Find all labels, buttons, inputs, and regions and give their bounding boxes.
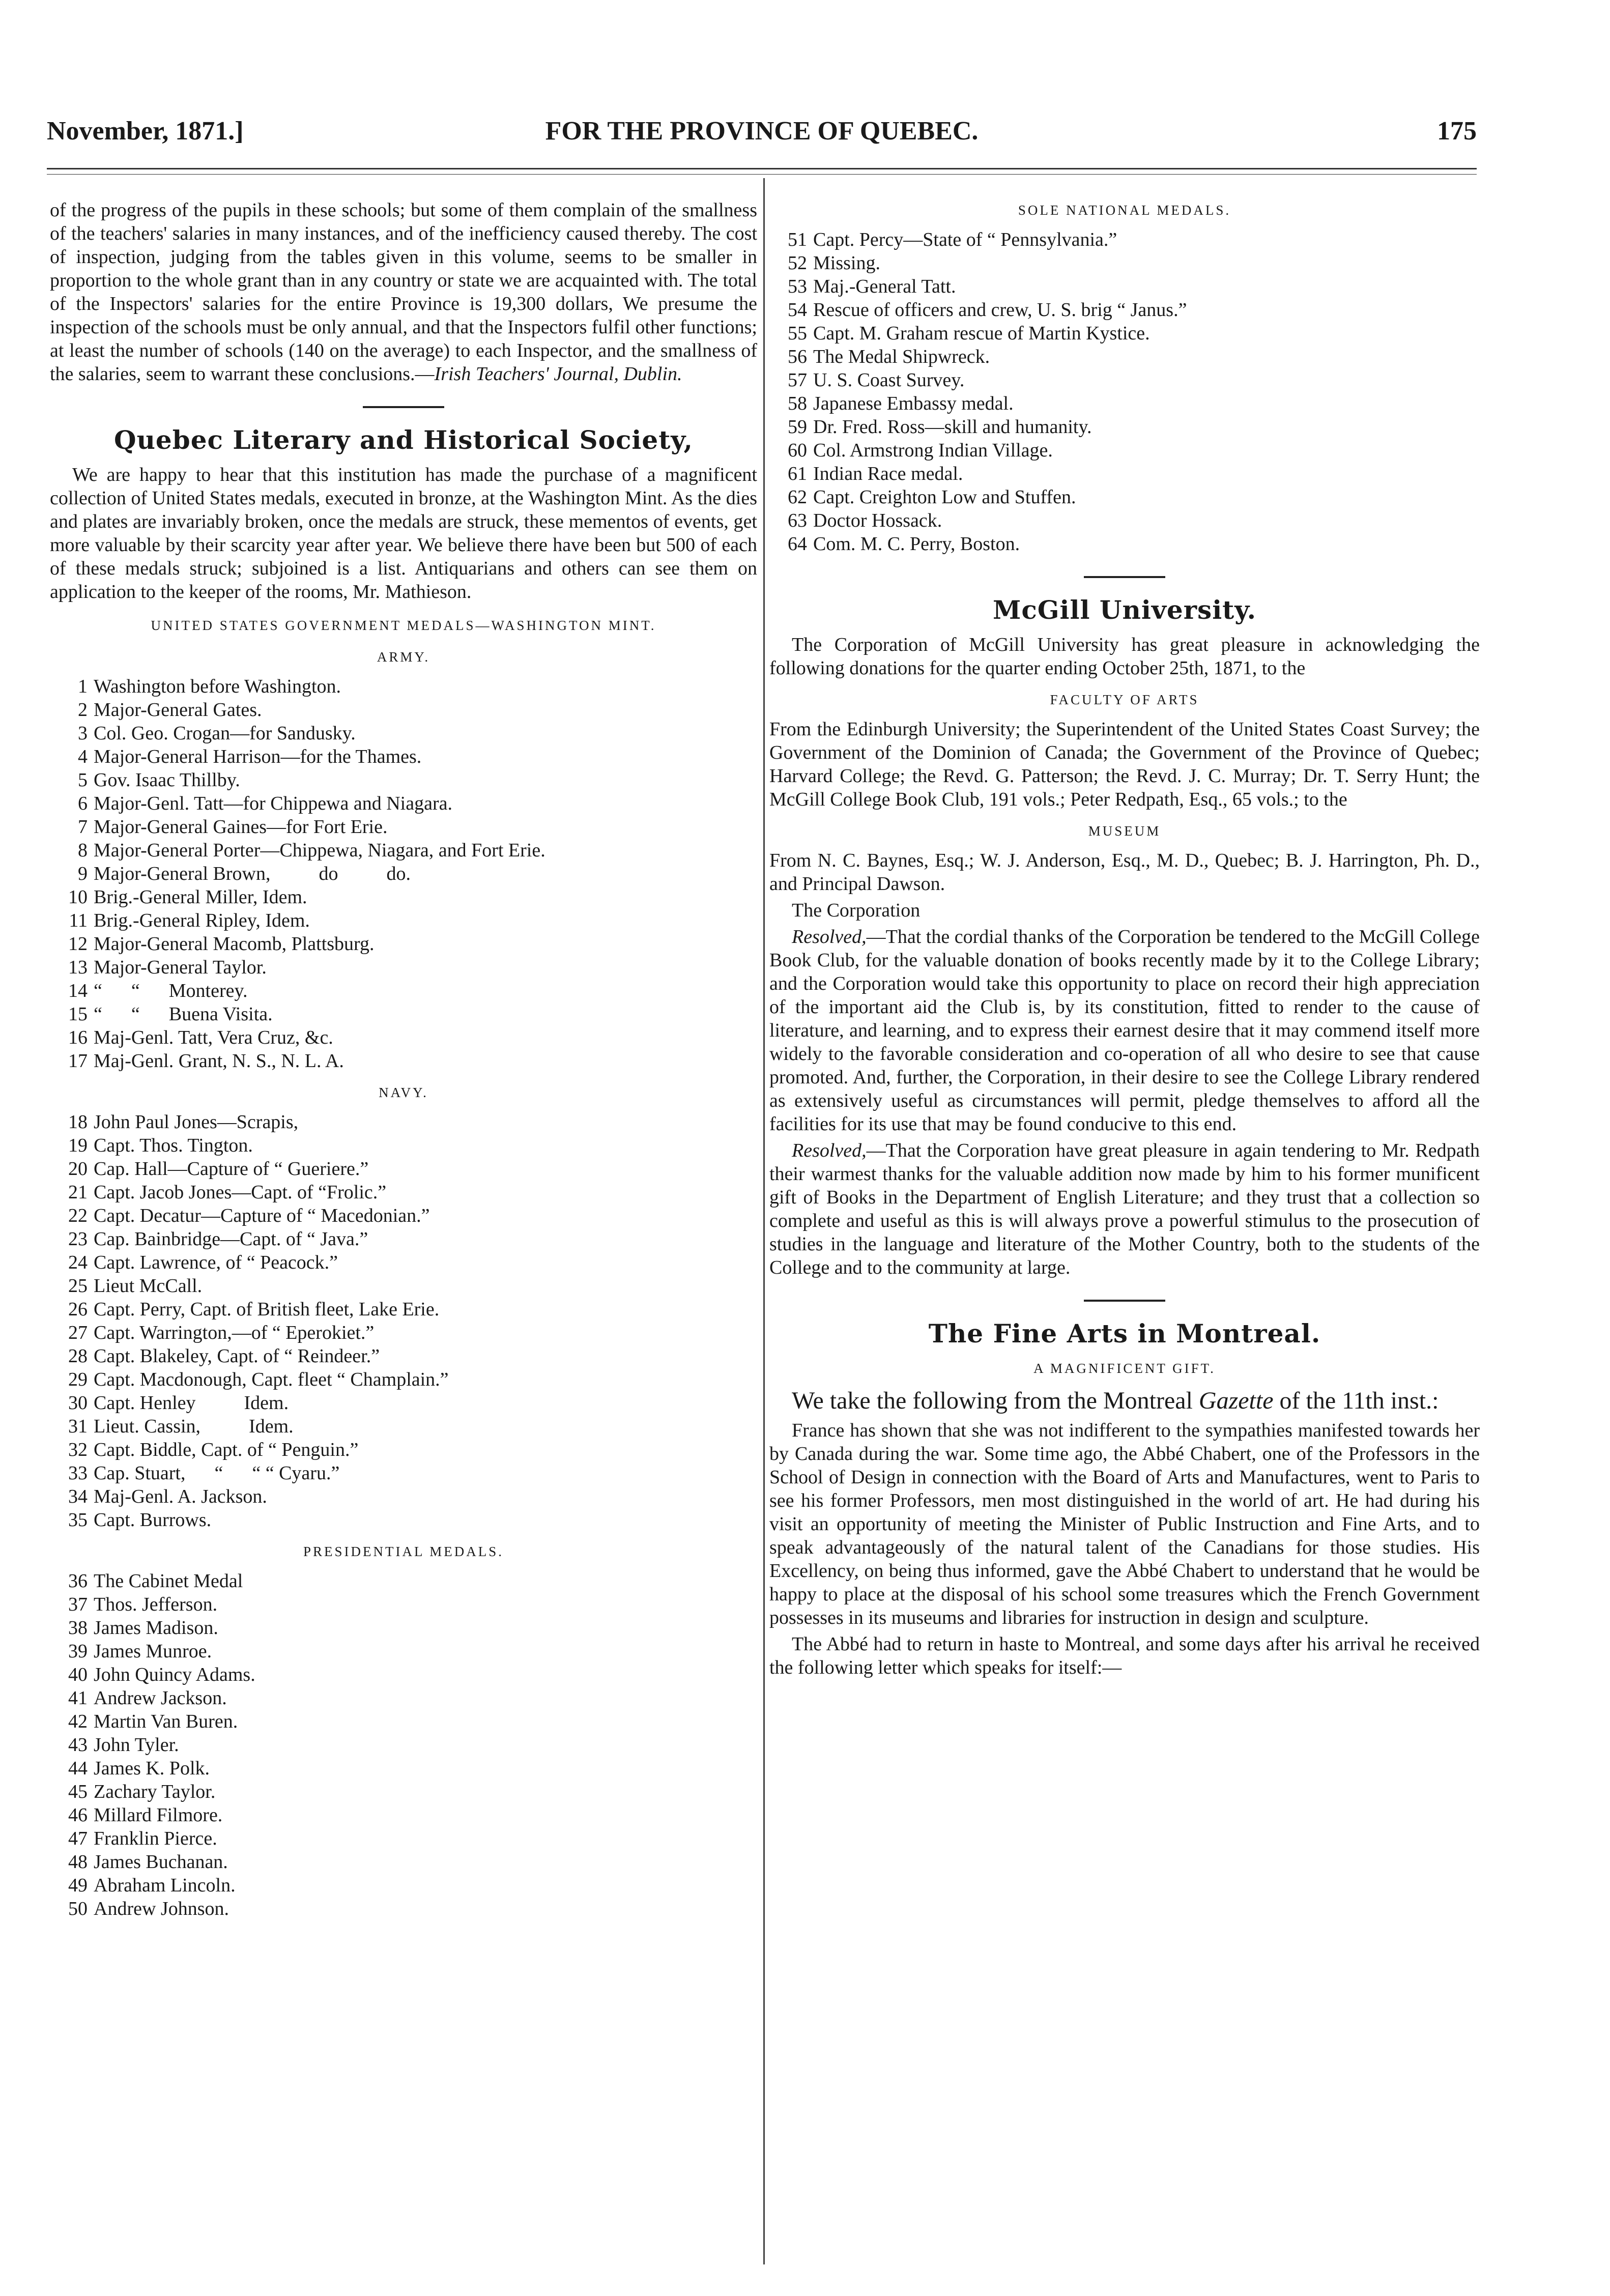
medal-list-item [50,815,757,839]
medal-name: Capt. Decatur—Capture of “ Macedonian.” [94,1205,430,1226]
medal-name: Lieut. Cassin, Idem. [94,1416,294,1437]
medal-number: 3 [78,723,88,744]
medal-list-item [50,956,757,979]
medal-number: 56 [788,346,807,367]
medal-number: 37 [68,1594,88,1615]
medal-name: Capt. Thos. Tington. [94,1135,253,1156]
medal-number: 17 [68,1050,88,1072]
medal-number: 29 [68,1369,88,1390]
medal-number: 15 [68,1003,88,1025]
medal-number: 1 [78,676,88,697]
medal-list-item [50,909,757,932]
navy-heading: NAVY. [379,1085,428,1100]
medal-list-item [50,1485,757,1508]
presidential-heading: PRESIDENTIAL MEDALS. [303,1544,504,1559]
medal-number: 21 [68,1182,88,1203]
medal-number: 22 [68,1205,88,1226]
medal-number: 64 [788,533,807,555]
medal-list-item [50,1251,757,1274]
medal-list-item [50,1181,757,1204]
corporation-line: The Corporation [792,900,921,921]
presidential-medal-list [50,1569,757,1920]
medal-list-item [769,462,1480,485]
medal-name: John Tyler. [94,1734,179,1756]
medal-list-item [50,1897,757,1920]
medal-name: Major-Genl. Tatt—for Chippewa and Niagara. [94,793,452,814]
medal-number: 48 [68,1851,88,1873]
museum-heading: MUSEUM [1088,823,1161,839]
medal-name: Maj.-General Tatt. [813,276,956,297]
section-separator [1084,576,1165,578]
medal-name: John Quincy Adams. [94,1664,255,1685]
medal-name: Capt. Burrows. [94,1509,212,1531]
army-medal-list [50,675,757,1073]
medal-name: Brig.-General Ripley, Idem. [94,910,310,931]
medal-list-item [50,1002,757,1026]
medal-name: “ “ Monterey. [94,980,248,1001]
medal-name: Capt. Creighton Low and Stuffen. [813,486,1076,508]
medal-list-item [769,532,1480,556]
medal-list-item [50,1508,757,1532]
medal-number: 14 [68,980,88,1001]
medal-number: 11 [69,910,88,931]
medal-number: 2 [78,699,88,721]
medal-list-item [769,392,1480,415]
medal-number: 47 [68,1828,88,1849]
medal-number: 44 [68,1758,88,1779]
medal-name: Indian Race medal. [813,463,963,484]
header-rule-thin [47,174,1477,175]
medal-number: 53 [788,276,807,297]
resolution-1: Resolved,—That the cordial thanks of the Corporation be tendered to the McGill College Book Club, for the valuable donation of books recently made by it to the College Library; and the Corporation would take this opportunity to place on record their high appreciation of the important aid the Club is, by its constitution, fitted to render to the cause of literature, and learning, and to express their earnest desire that it may commend itself more widely to the favorable consideration and co-operation of all who desire to see that cause promoted. And, further, the Corporation, in their desire to see the College Library rendered as extensively useful as circumstances will permit, pledge themselves to afford all the facilities for its use that may be found conducive to this end. [769,926,1480,1135]
medal-number: 45 [68,1781,88,1802]
medal-name: The Cabinet Medal [94,1570,243,1592]
medal-list-item [50,862,757,885]
medal-list-item [769,415,1480,439]
medal-name: Capt. Lawrence, of “ Peacock.” [94,1252,338,1273]
medal-number: 7 [78,816,88,838]
medal-number: 5 [78,769,88,791]
medal-name: Maj-Genl. A. Jackson. [94,1486,267,1507]
medal-list-item [50,1780,757,1803]
medal-name: Major-General Gates. [94,699,262,721]
medal-name: Martin Van Buren. [94,1711,238,1732]
medal-number: 6 [78,793,88,814]
resolution-2: Resolved,—That the Corporation have great pleasure in again tendering to Mr. Redpath their warmest thanks for the valuable addition now made by him to his former munificent gift of Books in the Department of English Literature; and they trust that a collection so complete and useful as this is will always prove a powerful stimulus to the prosecution of studies in the language and literature of the Mother Country, both to the students of the College and to the community at large. [769,1140,1480,1278]
medal-name: Major-General Gaines—for Fort Erie. [94,816,388,838]
medal-list-item [50,722,757,745]
medal-name: Andrew Johnson. [94,1898,229,1919]
medal-number: 51 [788,229,807,250]
medal-list-item [769,509,1480,532]
mcgill-intro: The Corporation of McGill University has great pleasure in acknowledging the following donations for the quarter ending October 25th, 1871, to the [769,634,1480,679]
medal-list-item [50,1438,757,1461]
medal-list-item [50,1874,757,1897]
medal-name: Doctor Hossack. [813,510,942,531]
running-title: FOR THE PROVINCE OF QUEBEC. [545,117,979,146]
society-paragraph: We are happy to hear that this institution has made the purchase of a magnificent collection of United States medals, executed in bronze, at the Washington Mint. As the dies and plates are invariably broken, once the medals are struck, these mementos of events, get more valuable by their scarcity year after year. We believe there have been but 500 of each of these medals struck; subjoined is a list. Antiquarians and others can see them on application to the keeper of the rooms, Mr. Mathieson. [50,464,757,602]
medal-list-item [50,1368,757,1391]
medal-list-item [50,1110,757,1134]
medal-number: 38 [68,1617,88,1639]
medal-list-item [50,1686,757,1710]
medal-list-item [50,1415,757,1438]
medal-list-item [50,698,757,722]
medal-name: Col. Geo. Crogan—for Sandusky. [94,723,356,744]
medal-list-item [769,322,1480,345]
medal-number: 61 [788,463,807,484]
faculty-paragraph: From the Edinburgh University; the Superintendent of the United States Coast Survey; the Government of the Dominion of Canada; the Government of the Province of Quebec; Harvard College; the Revd. G. Patterson; the Revd. J. C. Murray; Dr. T. Serry Hunt; the McGill College Book Club, 191 vols.; Peter Redpath, Esq., 65 vols.; to the [769,719,1480,810]
medal-name: John Paul Jones—Scrapis, [94,1111,299,1133]
medal-name: Gov. Isaac Thillby. [94,769,240,791]
medal-name: Capt. Warrington,—of “ Eperokiet.” [94,1322,375,1343]
medal-list-item [50,792,757,815]
medal-list-item [769,439,1480,462]
medal-number: 60 [788,440,807,461]
medal-list-item [50,1026,757,1049]
medal-number: 43 [68,1734,88,1756]
medal-number: 10 [68,886,88,908]
medal-name: Com. M. C. Perry, Boston. [813,533,1020,555]
medal-name: U. S. Coast Survey. [813,369,965,391]
intro-source: Irish Teachers' Journal, Dublin. [434,363,682,385]
medal-number: 46 [68,1804,88,1826]
medal-list-item [50,1274,757,1298]
medal-name: Capt. Macdonough, Capt. fleet “ Champlain.” [94,1369,449,1390]
medal-name: Capt. Blakeley, Capt. of “ Reindeer.” [94,1345,380,1367]
medal-number: 13 [68,957,88,978]
medal-list-item [50,1344,757,1368]
medal-list-item [50,1569,757,1593]
medal-name: Col. Armstrong Indian Village. [813,440,1053,461]
medal-list-item [769,275,1480,298]
medal-number: 23 [68,1228,88,1250]
medal-name: Zachary Taylor. [94,1781,216,1802]
medal-number: 42 [68,1711,88,1732]
medal-number: 63 [788,510,807,531]
medal-number: 57 [788,369,807,391]
medal-number: 28 [68,1345,88,1367]
medal-list-item [769,251,1480,275]
medal-number: 40 [68,1664,88,1685]
medal-name: The Medal Shipwreck. [813,346,990,367]
medal-number: 24 [68,1252,88,1273]
medal-number: 62 [788,486,807,508]
navy-medal-list [50,1110,757,1532]
medal-list-item [50,1663,757,1686]
section-separator [363,406,444,408]
right-column [769,198,1480,1682]
medal-number: 4 [78,746,88,767]
faculty-heading: FACULTY OF ARTS [1050,692,1199,707]
medal-number: 16 [68,1027,88,1048]
museum-paragraph: From N. C. Baynes, Esq.; W. J. Anderson, Esq., M. D., Quebec; B. J. Harrington, Ph. D., and Principal Dawson. [769,850,1480,895]
left-column [50,198,757,1924]
medal-number: 59 [788,416,807,438]
medal-name: Washington before Washington. [94,676,341,697]
column-divider [763,178,765,2264]
medal-list-item [769,485,1480,509]
medal-list-item [50,1850,757,1874]
medal-name: Lieut McCall. [94,1275,203,1297]
medal-name: Franklin Pierce. [94,1828,217,1849]
medal-name: James Munroe. [94,1641,212,1662]
medal-list-item [50,839,757,862]
society-title: Quebec Literary and Historical Society, [114,425,693,455]
medal-number: 8 [78,840,88,861]
medal-name: James Madison. [94,1617,218,1639]
section-separator [1084,1300,1165,1302]
medal-name: Japanese Embassy medal. [813,393,1014,414]
medal-list-item [50,1321,757,1344]
medal-number: 35 [68,1509,88,1531]
medal-name: Rescue of officers and crew, U. S. brig “ Janus.” [813,299,1187,321]
medal-list-item [50,768,757,792]
medal-name: Major-General Porter—Chippewa, Niagara, and Fort Erie. [94,840,545,861]
medal-list-item [769,298,1480,322]
medal-list-item [50,1640,757,1663]
header-rule [47,168,1477,169]
sole-medal-list [769,228,1480,556]
medal-list-item [50,1298,757,1321]
abbe-paragraph: The Abbé had to return in haste to Montreal, and some days after his arrival he received the following letter which speaks for itself:— [769,1633,1480,1678]
medal-number: 58 [788,393,807,414]
medal-name: Maj-Genl. Grant, N. S., N. L. A. [94,1050,344,1072]
sole-medals-heading: SOLE NATIONAL MEDALS. [1018,203,1231,218]
medal-number: 54 [788,299,807,321]
medal-name: Millard Filmore. [94,1804,223,1826]
medal-name: Major-General Taylor. [94,957,267,978]
medal-name: Andrew Jackson. [94,1687,227,1709]
medal-list-item [50,1157,757,1181]
medal-name: James K. Polk. [94,1758,210,1779]
medal-name: “ “ Buena Visita. [94,1003,273,1025]
intro-paragraph: of the progress of the pupils in these schools; but some of them complain of the smallness of the teachers' salaries in many instances, and of the inefficiency caused thereby. The cost of inspection, judging from the tables given in this volume, seems to be smaller in proportion to the whole grant than in any country or state we are acquainted with. The total of the Inspectors' salaries for the entire Province is 19,300 dollars, We presume the inspection of the schools must be only annual, and that the Inspectors fulfil other functions; at least the number of schools (140 on the average) to each Inspector, and the smallness of the salaries, seem to warrant these conclusions.—Irish Teachers' Journal, Dublin. [50,199,757,385]
medal-name: Brig.-General Miller, Idem. [94,886,307,908]
medal-name: Capt. Biddle, Capt. of “ Penguin.” [94,1439,359,1460]
page-number: 175 [1437,117,1477,146]
medal-list-item [50,1204,757,1227]
medal-number: 41 [68,1687,88,1709]
medal-number: 32 [68,1439,88,1460]
medal-list-item [50,1733,757,1757]
medal-name: Capt. M. Graham rescue of Martin Kystice. [813,323,1150,344]
medal-list-item [50,1757,757,1780]
medal-list-item [50,1827,757,1850]
medal-name: Thos. Jefferson. [94,1594,218,1615]
medal-list-item [50,1227,757,1251]
medal-list-item [50,1616,757,1640]
medal-number: 34 [68,1486,88,1507]
medal-name: Major-General Brown, do do. [94,863,411,884]
page-header [47,116,1477,157]
medal-number: 36 [68,1570,88,1592]
medal-number: 39 [68,1641,88,1662]
medal-list-item [50,1710,757,1733]
medal-number: 26 [68,1299,88,1320]
medal-list-item [50,932,757,956]
medal-name: Major-General Macomb, Plattsburg. [94,933,375,955]
medal-number: 33 [68,1462,88,1484]
medal-list-item [50,1049,757,1073]
medal-list-item [769,345,1480,368]
issue-date: November, 1871.] [47,117,244,146]
medal-number: 50 [68,1898,88,1919]
medal-number: 25 [68,1275,88,1297]
medal-list-item [50,1593,757,1616]
medal-name: Capt. Jacob Jones—Capt. of “Frolic.” [94,1182,387,1203]
medal-list-item [50,1134,757,1157]
medal-number: 27 [68,1322,88,1343]
medals-heading: UNITED STATES GOVERNMENT MEDALS—WASHINGTON MINT. [151,618,656,633]
medal-name: Capt. Perry, Capt. of British fleet, Lake Erie. [94,1299,440,1320]
medal-list-item [50,675,757,698]
medal-name: Major-General Harrison—for the Thames. [94,746,422,767]
medal-number: 55 [788,323,807,344]
gift-heading: A MAGNIFICENT GIFT. [1033,1361,1216,1376]
medal-list-item [50,1461,757,1485]
medal-list-item [50,979,757,1002]
medal-list-item [50,885,757,909]
medal-name: Missing. [813,252,880,274]
medal-name: James Buchanan. [94,1851,228,1873]
medal-number: 31 [68,1416,88,1437]
mcgill-title: McGill University. [993,595,1256,625]
medal-list-item [769,368,1480,392]
medal-list-item [50,1391,757,1415]
medal-number: 30 [68,1392,88,1414]
medal-number: 49 [68,1875,88,1896]
medal-name: Cap. Bainbridge—Capt. of “ Java.” [94,1228,368,1250]
medal-number: 18 [68,1111,88,1133]
gazette-intro: We take the following from the Montreal Gazette of the 11th inst.: [792,1387,1439,1414]
medal-number: 19 [68,1135,88,1156]
medal-list-item [50,1803,757,1827]
medal-number: 9 [78,863,88,884]
france-paragraph: France has shown that she was not indifferent to the sympathies manifested towards her by Canada during the war. Some time ago, the Abbé Chabert, one of the Professors in the School of Design in connection with the Board of Arts and Manufactures, went to Paris to see his former Professors, men most distinguished in the world of art. He had during his visit an opportunity of meeting the Minister of Public Instruction and Fine Arts, and to speak advantageously of the natural talent of the Canadians for those studies. His Excellency, on being thus informed, gave the Abbé Chabert to understand that he would be happy to place at the disposal of his school some treasures which the French Government possesses in its museums and libraries for instruction in design and sculpture. [769,1420,1480,1628]
medal-list-item [50,745,757,768]
medal-number: 20 [68,1158,88,1180]
medal-name: Maj-Genl. Tatt, Vera Cruz, &c. [94,1027,333,1048]
medal-name: Cap. Hall—Capture of “ Gueriere.” [94,1158,369,1180]
medal-name: Dr. Fred. Ross—skill and humanity. [813,416,1092,438]
medal-name: Abraham Lincoln. [94,1875,236,1896]
medal-name: Capt. Percy—State of “ Pennsylvania.” [813,229,1117,250]
medal-number: 12 [68,933,88,955]
medal-name: Capt. Henley Idem. [94,1392,289,1414]
medal-number: 52 [788,252,807,274]
medal-list-item [769,228,1480,251]
fine-arts-title: The Fine Arts in Montreal. [928,1318,1321,1348]
army-heading: ARMY. [377,649,430,665]
medal-name: Cap. Stuart, “ “ “ Cyaru.” [94,1462,340,1484]
